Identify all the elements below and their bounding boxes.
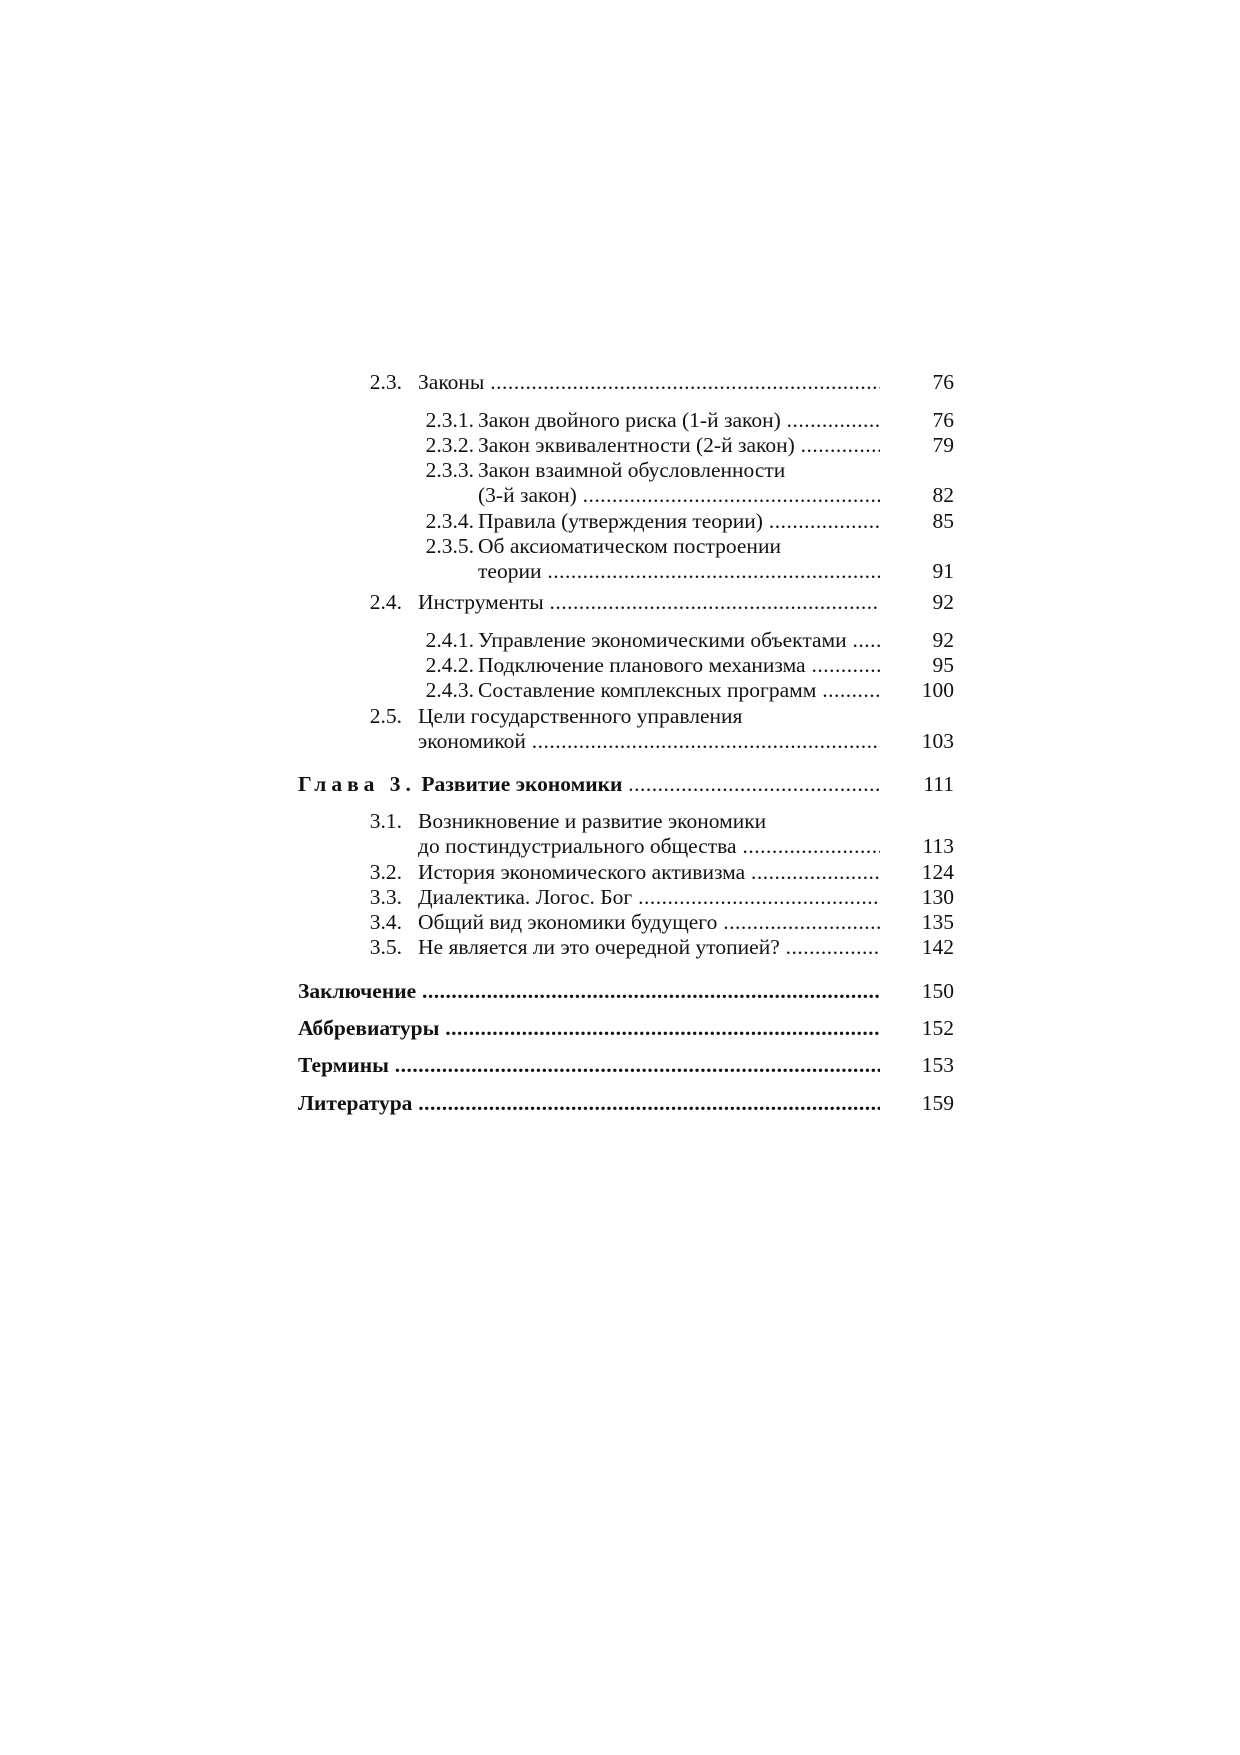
section-number: 3.1. — [369, 809, 402, 833]
section-number: 2.3.1. — [425, 408, 474, 432]
toc-entry-2-3-4[interactable] — [298, 507, 954, 535]
page-number: 130 — [921, 885, 954, 909]
toc-entry-3-1-cont[interactable] — [298, 832, 954, 860]
page-number: 150 — [921, 979, 954, 1003]
section-number: 2.4.3. — [425, 678, 474, 702]
section-title: Не является ли это очередной утопией? ..... — [418, 933, 880, 961]
section-title-line1: Цели государственного управления — [418, 704, 743, 728]
section-number: 3.3. — [369, 885, 402, 909]
toc-entry-2-3-1[interactable] — [298, 406, 954, 434]
toc-entry-2-4-3[interactable] — [298, 676, 954, 704]
section-title — [298, 1089, 880, 1117]
toc-entry-2-3-3-cont[interactable] — [298, 481, 954, 509]
page-number: 76 — [932, 370, 954, 394]
page-number: 91 — [932, 559, 954, 583]
toc-entry-2-4[interactable] — [298, 588, 954, 616]
page-number: 79 — [932, 433, 954, 457]
page-number: 113 — [922, 834, 954, 858]
literature-label: Литература — [298, 1091, 413, 1115]
section-number: 3.2. — [369, 860, 402, 884]
toc-entry-2-3-3[interactable] — [298, 456, 954, 484]
toc-entry-3-4[interactable] — [298, 908, 954, 936]
toc-entry-2-4-2[interactable] — [298, 651, 954, 679]
section-number: 2.3.4. — [425, 509, 474, 533]
section-title-line2: (3-й закон) ..... — [478, 481, 880, 509]
toc-entry-2-3-5-cont[interactable] — [298, 557, 954, 585]
section-title — [298, 1014, 880, 1042]
section-title-line2: до постиндустриального общества ..... — [418, 832, 880, 860]
toc-entry-2-5-cont[interactable] — [298, 727, 954, 755]
section-title: Управление экономическими объектами ..... — [478, 626, 880, 654]
page-number: 100 — [921, 678, 954, 702]
page-number: 153 — [921, 1053, 954, 1077]
section-number: 3.5. — [369, 935, 402, 959]
section-title: Подключение планового механизма ..... — [478, 651, 880, 679]
toc-entry-2-3-2[interactable] — [298, 431, 954, 459]
section-number: 2.4. — [369, 590, 402, 614]
section-title — [298, 977, 880, 1005]
toc-entry-terms[interactable] — [298, 1051, 954, 1079]
page-number: 82 — [932, 483, 954, 507]
section-title: История экономического активизма ..... — [418, 858, 880, 886]
section-title: Закон эквивалентности (2-й закон) ..... — [478, 431, 880, 459]
section-title: Законы ..... — [418, 368, 880, 396]
page-number: 103 — [921, 729, 954, 753]
section-number: 2.5. — [369, 704, 402, 728]
chapter-name: Развитие экономики — [421, 772, 623, 796]
toc-entry-abbreviations[interactable] — [298, 1014, 954, 1042]
toc-entry-2-3[interactable] — [298, 368, 954, 396]
section-number: 2.3.3. — [425, 458, 474, 482]
page-number: 152 — [921, 1016, 954, 1040]
toc-entry-3-3[interactable] — [298, 883, 954, 911]
section-title-line1: Закон взаимной обусловленности — [478, 458, 786, 482]
section-title: Правила (утверждения теории) ..... — [478, 507, 880, 535]
section-title-line2: теории ..... — [478, 557, 880, 585]
section-title: Диалектика. Логос. Бог ..... — [418, 883, 880, 911]
page-number: 159 — [921, 1091, 954, 1115]
page-number: 85 — [932, 509, 954, 533]
section-title: Инструменты ..... — [418, 588, 880, 616]
toc-entry-chapter-3[interactable] — [298, 770, 954, 798]
section-title: Составление комплексных программ ..... — [478, 676, 880, 704]
page-number: 111 — [923, 772, 954, 796]
section-title-line1: Об аксиоматическом построении — [478, 534, 781, 558]
toc-entry-3-2[interactable] — [298, 858, 954, 886]
section-title: Общий вид экономики будущего ..... — [418, 908, 880, 936]
toc-entry-conclusion[interactable] — [298, 977, 954, 1005]
toc-entry-literature[interactable] — [298, 1089, 954, 1117]
section-title-line2: экономикой ..... — [418, 727, 880, 755]
section-number: 2.4.2. — [425, 653, 474, 677]
page-number: 76 — [932, 408, 954, 432]
section-number: 3.4. — [369, 910, 402, 934]
section-title — [298, 1051, 880, 1079]
section-title-line1: Возникновение и развитие экономики — [418, 809, 767, 833]
toc-entry-2-4-1[interactable] — [298, 626, 954, 654]
abbreviations-label: Аббревиатуры — [298, 1016, 440, 1040]
page-number: 135 — [921, 910, 954, 934]
chapter-title — [298, 770, 880, 798]
section-number: 2.3.5. — [425, 534, 474, 558]
toc-entry-2-5[interactable] — [298, 702, 954, 730]
page-number: 92 — [932, 590, 954, 614]
chapter-label: Глава 3. — [298, 772, 416, 796]
section-number: 2.3. — [369, 370, 402, 394]
page-number: 95 — [932, 653, 954, 677]
toc-entry-3-1[interactable] — [298, 807, 954, 835]
page-number: 124 — [921, 860, 954, 884]
terms-label: Термины — [298, 1053, 389, 1077]
section-number: 2.4.1. — [425, 628, 474, 652]
section-title: Закон двойного риска (1-й закон) ..... — [478, 406, 880, 434]
page-number: 92 — [932, 628, 954, 652]
page-number: 142 — [921, 935, 954, 959]
toc-entry-3-5[interactable] — [298, 933, 954, 961]
section-number: 2.3.2. — [425, 433, 474, 457]
conclusion-label: Заключение — [298, 979, 417, 1003]
toc-entry-2-3-5[interactable] — [298, 532, 954, 560]
